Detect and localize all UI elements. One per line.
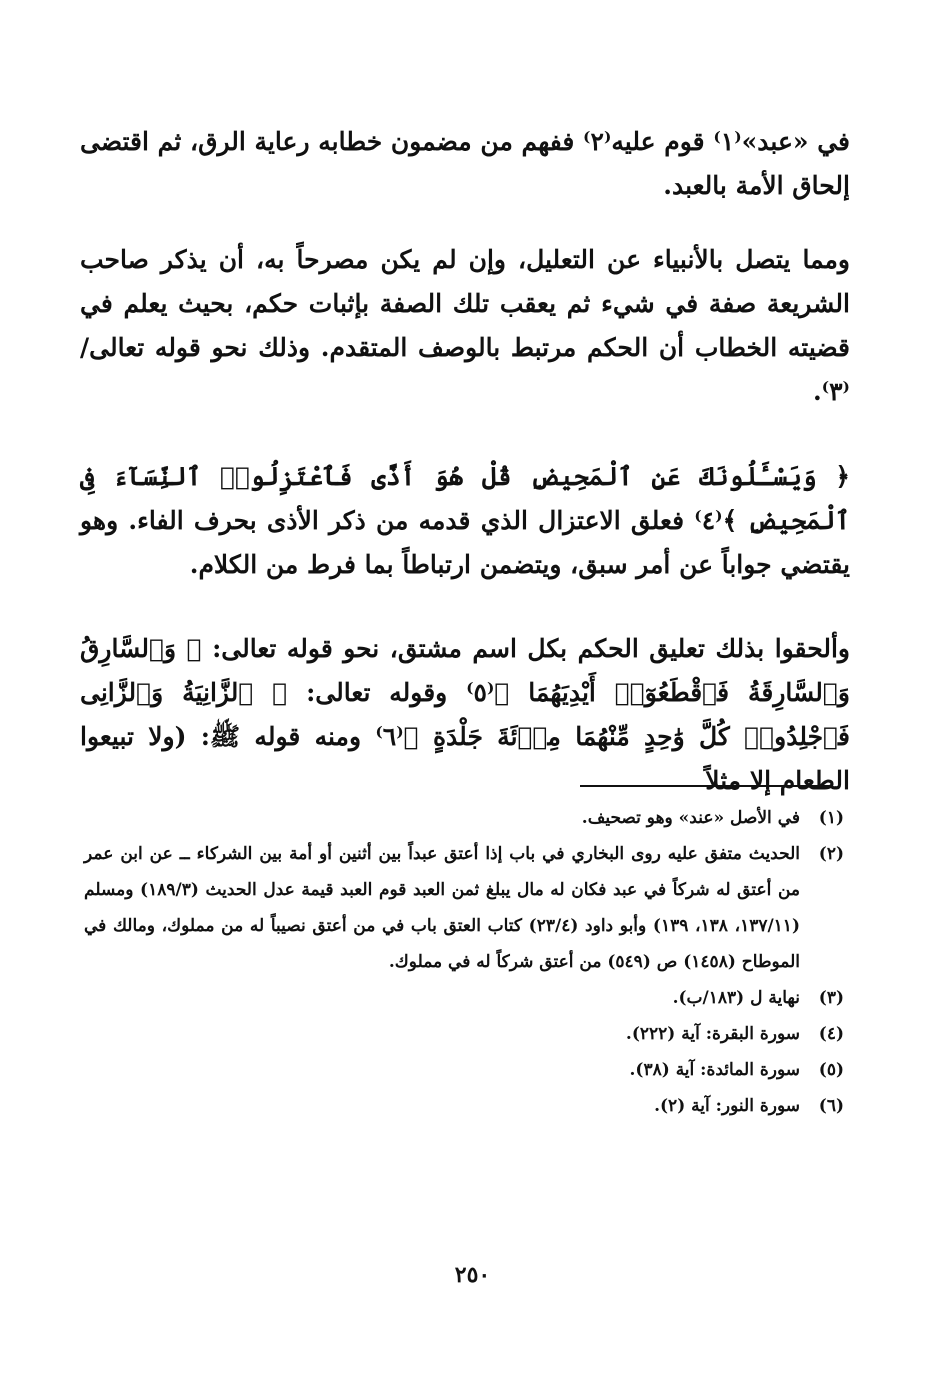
footnote-number: (٤): [818, 1024, 844, 1044]
page-number: ٢٥٠: [454, 1262, 491, 1288]
paragraph-4-hadith: ومنه قوله ﷺ: (ولا تبيعوا الطعام إلا مثلاً: [80, 722, 850, 795]
footnote-number: (٦): [818, 1096, 844, 1116]
footnote-number: (٣): [818, 988, 844, 1008]
paragraph-3-commentary: فعلق الاعتزال الذي قدمه من ذكر الأذى بحرف الفاء. وهو يقتضي جواباً عن أمر سبق، ويتضمن ارتباطاً بما فرط من الكلام.: [80, 506, 850, 579]
footnote-text: الحديث متفق عليه روى البخاري في باب إذا أعتق عبداً بين أثنين أو أمة بين الشركاء ــ عن ابن عمر من أعتق له شركاً في عبد فكان له مال يبلغ ثمن العبد قوم العبد قيمة عدل الحديث (١٨٩/٣) ومسلم (١٣٧/١١، ١٣٨، ١٣٩) وأبو داود (٢٣/٤) كتاب العتق باب في من أعتق نصيباً له من مملوك، ومالك في الموطاح (١٤٥٨) ص (٥٤٩) من أعتق شركاً له في مملوك.: [84, 844, 800, 972]
paragraph-4-connector: وقوله تعالى:: [287, 678, 467, 707]
paragraph-4: [80, 627, 850, 803]
paragraph-1-text: في «عبد»⁽١⁾ قوم عليه⁽٢⁾ ففهم من مضمون خطابه رعاية الرق، ثم اقتضى إلحاق الأمة بالعبد.: [80, 127, 850, 200]
footnote-separator: [580, 785, 830, 787]
footnote-text: سورة النور: آية (٢).: [654, 1096, 800, 1116]
footnote-1: [84, 800, 844, 836]
footnote-number: (١): [818, 808, 844, 828]
quran-verse-baqarah: ﴿ وَيَسْـَٔلُونَكَ عَنِ ٱلْمَحِيضِ قُلْ هُوَ أَذًى فَٱعْتَزِلُوا۟ ٱلنِّسَآءَ فِى ٱلْمَحِيضِ ﴾⁽٤⁾: [80, 462, 850, 535]
footnote-2: [84, 836, 844, 980]
footnote-text: سورة البقرة: آية (٢٢٢).: [625, 1024, 800, 1044]
footnote-text: في الأصل «عند» وهو تصحيف.: [581, 808, 800, 828]
paragraph-2-text: ومما يتصل بالأنبياء عن التعليل، وإن لم يكن مصرحاً به، أن يذكر صاحب الشريعة صفة في شيء ثم يعقب تلك الصفة بإثبات حكم، بحيث يعلم في قضيته الخطاب أن الحكم مرتبط بالوصف المتقدم. وذلك نحو قوله تعالى/⁽٣⁾.: [80, 245, 850, 406]
footnotes: [84, 800, 844, 1124]
paragraph-3: [80, 455, 850, 587]
paragraph-2: [80, 238, 850, 414]
footnote-text: نهاية ل (١٨٣/ب).: [672, 988, 800, 1008]
footnote-4: [84, 1016, 844, 1052]
footnote-5: [84, 1052, 844, 1088]
paragraph-4-text: [80, 627, 850, 803]
paragraph-3-text: [80, 455, 850, 587]
footnote-number: (٥): [818, 1060, 844, 1080]
quran-verse-nur: ﴿ ٱلزَّانِيَةُ وَٱلزَّانِى فَٱجْلِدُوا۟ كُلَّ وَٰحِدٍ مِّنْهُمَا مِا۟ئَةَ جَلْدَةٍ ﴾⁽٦⁾: [80, 678, 850, 751]
footnote-number: (٢): [818, 844, 844, 864]
footnote-text: سورة المائدة: آية (٣٨).: [629, 1060, 800, 1080]
footnote-3: [84, 980, 844, 1016]
paragraph-1: [80, 120, 850, 208]
footnote-6: [84, 1088, 844, 1124]
quran-verse-maidah: ﴿ وَٱلسَّارِقُ وَٱلسَّارِقَةُ فَٱقْطَعُوٓا۟ أَيْدِيَهُمَا ﴾⁽٥⁾: [80, 634, 850, 707]
paragraph-4-intro: وألحقوا بذلك تعليق الحكم بكل اسم مشتق، نحو قوله تعالى:: [201, 634, 850, 663]
